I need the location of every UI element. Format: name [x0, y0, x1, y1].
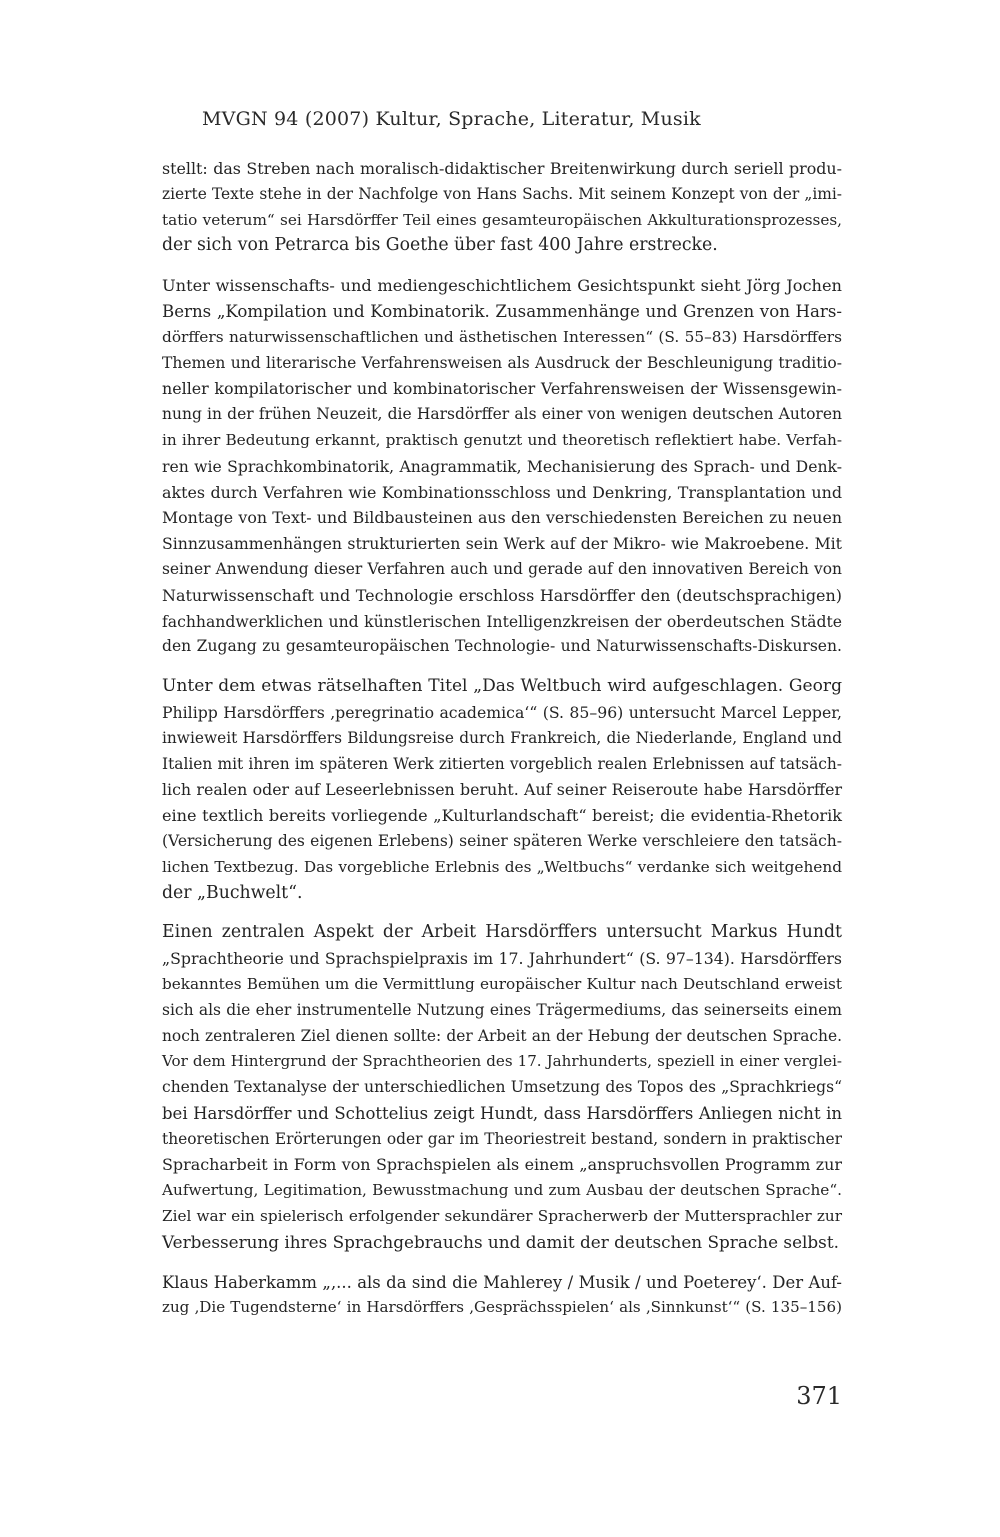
- text-line: ren wie Sprachkombinatorik, Anagrammatik, Mechanisierung des Sprach- und Denk-: [162, 456, 842, 476]
- text-line: zierte Texte stehe in der Nachfolge von Hans Sachs. Mit seinem Konzept von der „imi-: [162, 184, 842, 203]
- text-line: nung in der frühen Neuzeit, die Harsdörffer als einer von wenigen deutschen Autoren: [162, 405, 842, 424]
- text-line: chenden Textanalyse der unterschiedlichen Umsetzung des Topos des „Sprachkriegs“: [162, 1078, 842, 1097]
- text-line: sich als die eher instrumentelle Nutzung eines Trägermediums, das seinerseits einem: [162, 1000, 842, 1019]
- text-line: Vor dem Hintergrund der Sprachtheorien des 17. Jahrhunderts, speziell in einer verglei-: [162, 1052, 842, 1071]
- text-line: Italien mit ihren im späteren Werk zitierten vorgeblich realen Erlebnissen auf tatsäch-: [162, 754, 842, 773]
- text-line: Klaus Haberkamm „‚... als da sind die Mahlerey / Musik / und Poeterey‘. Der Auf-: [162, 1272, 842, 1292]
- text-line: stellt: das Streben nach moralisch-didaktischer Breitenwirkung durch seriell produ-: [162, 159, 842, 178]
- text-line: Sinnzusammenhängen strukturierten sein Werk auf der Mikro- wie Makroebene. Mit: [162, 534, 842, 554]
- text-line: lich realen oder auf Leseerlebnissen beruht. Auf seiner Reiseroute habe Harsdörffer: [162, 780, 842, 800]
- text-line: Themen und literarische Verfahrensweisen als Ausdruck der Beschleunigung traditio-: [162, 353, 842, 372]
- paragraph-3: [162, 674, 842, 906]
- text-line: zug ‚Die Tugendsterne‘ in Harsdörffers ‚Gesprächsspielen‘ als ‚Sinnkunst‘“ (S. 135–156): [162, 1298, 842, 1317]
- text-line: der „Buchwelt“.: [162, 882, 303, 903]
- text-line: Verbesserung ihres Sprachgebrauchs und damit der deutschen Sprache selbst.: [162, 1231, 839, 1252]
- text-line: der sich von Petrarca bis Goethe über fast 400 Jahre erstrecke.: [162, 235, 718, 256]
- text-line: bekanntes Bemühen um die Vermittlung europäischer Kultur nach Deutschland erweist: [162, 974, 842, 993]
- text-line: inwieweit Harsdörffers Bildungsreise durch Frankreich, die Niederlande, England und: [162, 728, 842, 747]
- text-line: Philipp Harsdörffers ‚peregrinatio academica‘“ (S. 85–96) untersucht Marcel Lepper,: [162, 702, 842, 722]
- text-line: theoretischen Erörterungen oder gar im Theoriestreit bestand, sondern in praktischer: [162, 1129, 842, 1148]
- text-line: Naturwissenschaft und Technologie erschloss Harsdörffer den (deutschsprachigen): [162, 585, 842, 605]
- paragraph-1: [162, 156, 842, 259]
- text-line: seiner Anwendung dieser Verfahren auch und gerade auf den innovativen Bereich von: [162, 559, 842, 578]
- text-line: noch zentraleren Ziel dienen sollte: der Arbeit an der Hebung der deutschen Sprache.: [162, 1026, 842, 1045]
- text-line: dörffers naturwissenschaftlichen und ästhetischen Interessen“ (S. 55–83) Harsdörffers: [162, 327, 842, 346]
- running-head: MVGN 94 (2007) Kultur, Sprache, Literatur, Musik: [202, 108, 701, 130]
- text-line: neller kompilatorischer und kombinatorischer Verfahrensweisen der Wissensgewin-: [162, 379, 842, 399]
- text-line: aktes durch Verfahren wie Kombinationsschloss und Denkring, Transplantation und: [162, 482, 842, 502]
- text-line: in ihrer Bedeutung erkannt, praktisch genutzt und theoretisch reflektiert habe. Verfah-: [162, 430, 842, 449]
- text-line: Berns „Kompilation und Kombinatorik. Zusammenhänge und Grenzen von Hars-: [162, 301, 842, 321]
- text-line: bei Harsdörffer und Schottelius zeigt Hundt, dass Harsdörffers Anliegen nicht in: [162, 1103, 842, 1123]
- text-line: (Versicherung des eigenen Erlebens) seiner späteren Werke verschleiere den tatsäch-: [162, 831, 842, 850]
- text-line: Einen zentralen Aspekt der Arbeit Harsdörffers untersucht Markus Hundt: [162, 922, 842, 943]
- text-line: Ziel war ein spielerisch erfolgender sekundärer Spracherwerb der Muttersprachler zur: [162, 1207, 842, 1226]
- text-line: Unter dem etwas rätselhaften Titel „Das Weltbuch wird aufgeschlagen. Georg: [162, 676, 842, 697]
- text-line: fachhandwerklichen und künstlerischen Intelligenzkreisen der oberdeutschen Städte: [162, 611, 842, 631]
- text-line: eine textlich bereits vorliegende „Kulturlandschaft“ bereist; die evidentia-Rhetorik: [162, 806, 842, 826]
- text-line: Montage von Text- und Bildbausteinen aus den verschiedensten Bereichen zu neuen: [162, 508, 842, 528]
- text-line: lichen Textbezug. Das vorgebliche Erlebnis des „Weltbuchs“ verdanke sich weitgehend: [162, 857, 842, 876]
- text-line: Spracharbeit in Form von Sprachspielen als einem „anspruchsvollen Programm zur: [162, 1155, 842, 1175]
- paragraph-2: [162, 273, 842, 660]
- text-line: Unter wissenschafts- und mediengeschichtlichem Gesichtspunkt sieht Jörg Jochen: [162, 276, 842, 296]
- text-line: tatio veterum“ sei Harsdörffer Teil eines gesamteuropäischen Akkulturationsprozesses,: [162, 210, 842, 229]
- paragraph-5: [162, 1270, 842, 1322]
- text-line: „Sprachtheorie und Sprachspielpraxis im 17. Jahrhundert“ (S. 97–134). Harsdörffers: [162, 949, 842, 969]
- text-line: den Zugang zu gesamteuropäischen Technologie- und Naturwissenschafts-Diskursen.: [162, 637, 842, 656]
- paragraph-4: [162, 920, 842, 1255]
- body-text: [162, 156, 842, 1335]
- text-line: Aufwertung, Legitimation, Bewusstmachung und zum Ausbau der deutschen Sprache“.: [162, 1181, 842, 1200]
- page-number: 371: [796, 1382, 842, 1410]
